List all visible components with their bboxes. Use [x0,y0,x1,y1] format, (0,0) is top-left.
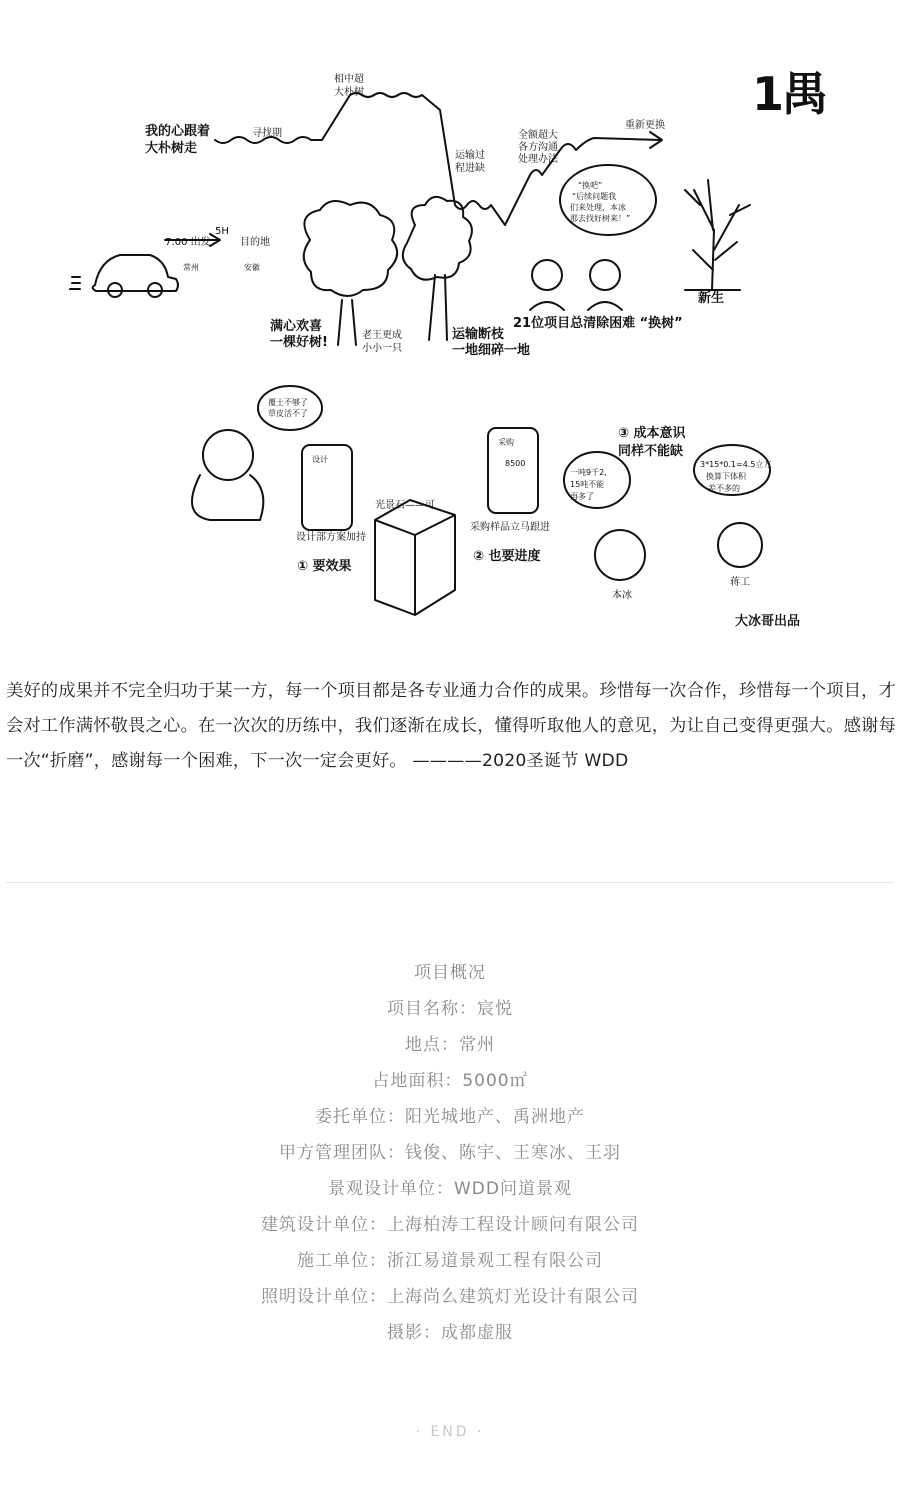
stone-cube [375,500,455,615]
overview-line: 摄影：成都虚服 [387,1323,513,1343]
overview-line: 照明设计单位：上海尚么建筑灯光设计有限公司 [261,1287,639,1307]
svg-text:处理办法: 处理办法 [518,154,558,165]
svg-text:新生: 新生 [698,291,725,306]
svg-text:“后续问题我: “后续问题我 [572,192,617,201]
face-jiang [718,523,762,567]
worker-face [203,430,253,480]
svg-text:光景石——可: 光景石——可 [375,500,435,511]
face-sketch-1 [532,260,562,290]
svg-text:老王更成: 老王更成 [362,330,402,341]
svg-text:8500: 8500 [505,459,526,468]
svg-text:换算下体积: 换算下体积 [706,472,746,481]
svg-text:采购样品立马跟进: 采购样品立马跟进 [470,522,550,533]
overview-line: 委托单位：阳光城地产、禹洲地产 [315,1107,585,1127]
svg-text:运输断枝: 运输断枝 [452,327,505,342]
svg-text:寻找期: 寻找期 [252,128,282,139]
svg-text:草皮活不了: 草皮活不了 [268,409,308,418]
overview-line: 地点：常州 [405,1035,495,1055]
svg-text:大朴树走: 大朴树走 [145,141,198,156]
svg-text:再多了: 再多了 [570,492,594,501]
svg-text:重新更换: 重新更换 [625,120,665,131]
svg-text:设计: 设计 [312,455,328,464]
svg-text:蒋工: 蒋工 [730,577,750,588]
svg-text:① 要效果: ① 要效果 [297,559,352,574]
svg-text:采购: 采购 [498,438,514,447]
svg-text:5H: 5H [215,226,229,237]
svg-text:各方沟通: 各方沟通 [518,142,558,153]
overview-line: 施工单位：浙江易道景观工程有限公司 [297,1251,603,1271]
svg-text:运输过: 运输过 [455,150,485,161]
overview-title: 项目概况 [414,963,486,983]
svg-text:3*15*0.1=4.5立方: 3*15*0.1=4.5立方 [700,460,772,469]
svg-text:本冰: 本冰 [612,590,632,601]
svg-text:7:00 出发: 7:00 出发 [165,237,211,248]
svg-text:满心欢喜: 满心欢喜 [270,319,323,334]
face-bing [595,530,645,580]
overview-line: 甲方管理团队：钱俊、陈宇、王寒冰、王羽 [279,1143,621,1163]
svg-text:一吨9千2,: 一吨9千2, [570,468,607,477]
svg-text:一棵好树!: 一棵好树! [270,335,328,350]
overview-line: 占地面积：5000㎡ [372,1071,528,1091]
svg-text:大冰哥出品: 大冰哥出品 [735,614,801,629]
svg-text:一地细碎一地: 一地细碎一地 [452,343,531,358]
svg-text:那去找好树来！”: 那去找好树来！” [570,214,631,223]
svg-text:21位项目总清除困难 “换树”: 21位项目总清除困难 “换树” [513,316,683,331]
svg-text:常州: 常州 [183,263,199,272]
svg-text:们来处理，本冰: 们来处理，本冰 [570,203,626,212]
svg-text:安徽: 安徽 [244,263,260,272]
svg-text:全额超大: 全额超大 [518,130,558,141]
svg-text:覆土不够了: 覆土不够了 [268,398,308,407]
svg-text:15吨不能: 15吨不能 [570,480,605,489]
svg-text:同样不能缺: 同样不能缺 [618,444,684,459]
svg-text:差不多的: 差不多的 [708,484,740,493]
section-divider [6,882,894,883]
overview-line: 建筑设计单位：上海柏涛工程设计顾问有限公司 [261,1215,639,1235]
svg-text:程进缺: 程进缺 [455,163,485,174]
closing-paragraph: 美好的成果并不完全归功于某一方，每一个项目都是各专业通力合作的成果。珍惜每一次合作，珍惜每一个项目，才会对工作满怀敬畏之心。在一次次的历练中，我们逐渐在成长，懂得听取他人的意见，为让自己变得更强大。感谢每一次“折磨”，感谢每一个困难，下一次一定会更好。 ————2020圣诞节 WDD [6,681,896,771]
svg-text:大朴树: 大朴树 [334,87,364,98]
svg-text:③ 成本意识: ③ 成本意识 [618,426,686,441]
overview-line: 项目名称：宸悦 [387,999,513,1019]
svg-text:设计部方案加持: 设计部方案加持 [296,532,366,543]
project-overview [0,955,900,1351]
car-sketch [93,255,178,291]
svg-text:相中超: 相中超 [334,74,364,85]
svg-text:② 也要进度: ② 也要进度 [473,549,541,564]
svg-text:“换吧”: “换吧” [578,181,603,190]
overview-line: 景观设计单位：WDD问道景观 [328,1179,572,1199]
svg-text:小小一只: 小小一只 [362,343,402,354]
face-sketch-2 [590,260,620,290]
end-marker: · END · [415,1424,485,1440]
bare-tree-sketch [685,180,750,290]
svg-text:目的地: 目的地 [240,237,270,248]
corner-character: 1禺 [752,67,827,121]
tree-sketch-1 [304,201,397,296]
svg-text:我的心跟着: 我的心跟着 [145,124,211,139]
